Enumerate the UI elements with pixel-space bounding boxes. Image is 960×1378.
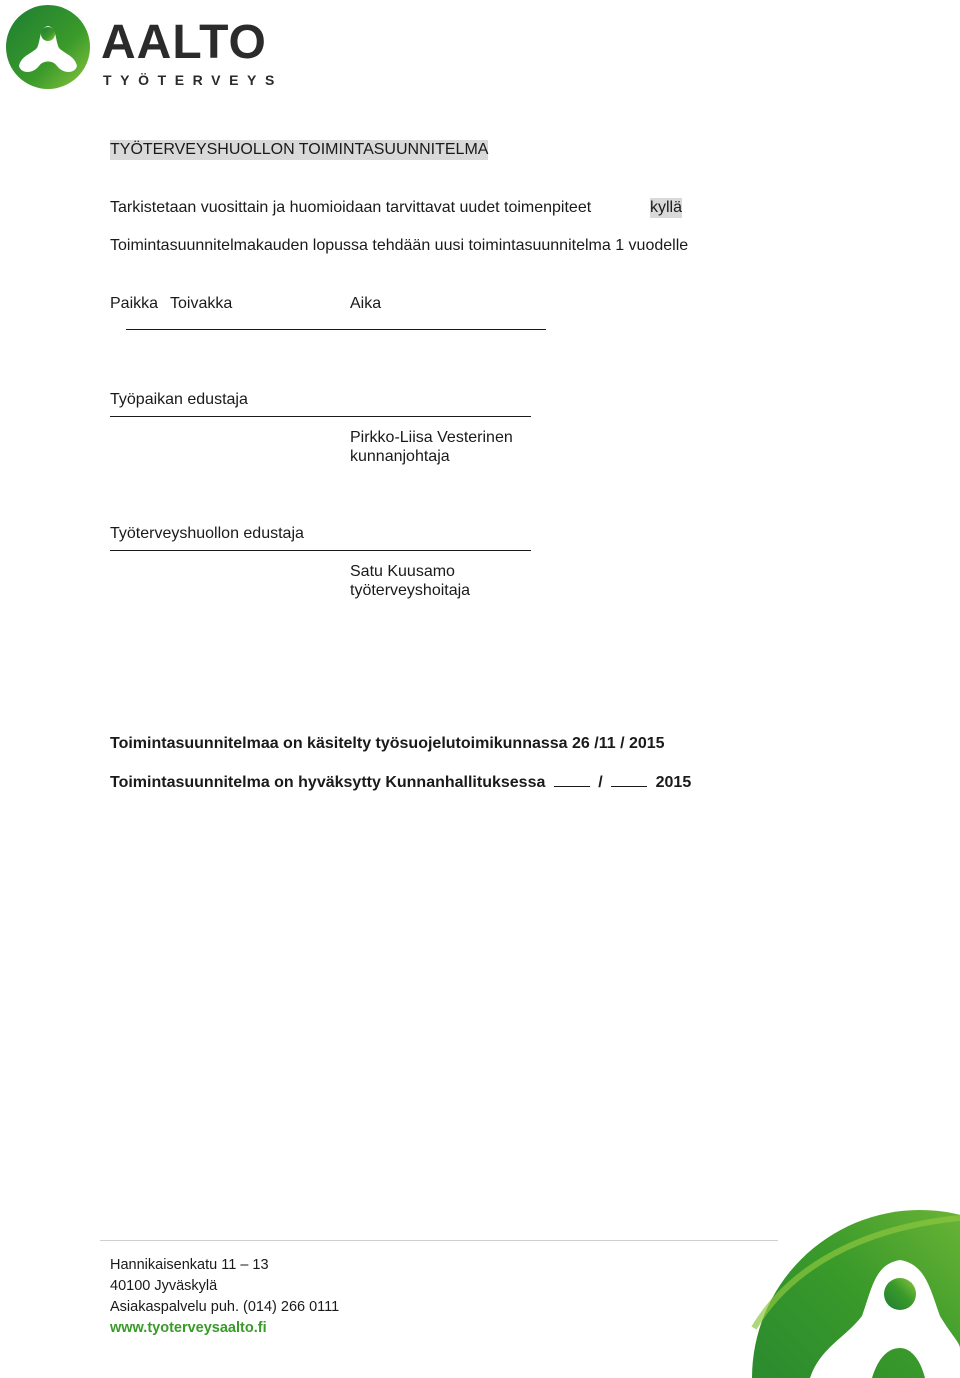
approval-text: Toimintasuunnitelma on hyväksytty Kunnanhallituksessa [110,774,546,791]
logo-tagline: TYÖTERVEYS [103,72,283,88]
approval-separator: / [598,774,603,791]
time-label: Aika [350,295,382,312]
corner-logo-decoration-icon [750,1208,960,1378]
workplace-rep-role: kunnanjohtaja [350,448,450,465]
oh-rep-name: Satu Kuusamo [350,563,455,580]
renewal-text: Toimintasuunnitelmakauden lopussa tehdään uusi toimintasuunnitelma 1 vuodelle [110,237,689,254]
approval-line [110,772,691,793]
approval-day-blank [554,772,590,787]
logo-wordmark: AALTO [101,16,267,69]
workplace-rep-label: Työpaikan edustaja [110,391,248,408]
approval-year: 2015 [655,774,692,791]
oh-rep-role: työterveyshoitaja [350,582,471,599]
review-answer: kyllä [650,199,683,216]
workplace-signature-line [110,416,531,417]
aalto-logo-icon [5,4,91,90]
place-value: Toivakka [170,295,233,312]
oh-rep-label: Työterveyshuollon edustaja [110,525,304,542]
oh-signature-line [110,550,531,551]
footer-address-line2: 40100 Jyväskylä [110,1278,218,1294]
footer-address-line1: Hannikaisenkatu 11 – 13 [110,1257,269,1273]
committee-text: Toimintasuunnitelmaa on käsitelty työsuojelutoimikunnassa 26 /11 / 2015 [110,735,665,752]
review-text: Tarkistetaan vuosittain ja huomioidaan tarvittavat uudet toimenpiteet [110,199,592,216]
approval-month-blank [611,772,647,787]
footer-phone: Asiakaspalvelu puh. (014) 266 0111 [110,1299,340,1315]
document-title [110,140,488,160]
place-label: Paikka [110,295,159,312]
workplace-rep-name: Pirkko-Liisa Vesterinen [350,429,513,446]
place-time-signature-line [126,329,546,330]
document-title-text: TYÖTERVEYSHUOLLON TOIMINTASUUNNITELMA [110,141,489,158]
footer-divider [100,1240,778,1241]
footer-website-link[interactable]: www.tyoterveysaalto.fi [110,1320,267,1336]
aalto-logo [5,4,285,94]
